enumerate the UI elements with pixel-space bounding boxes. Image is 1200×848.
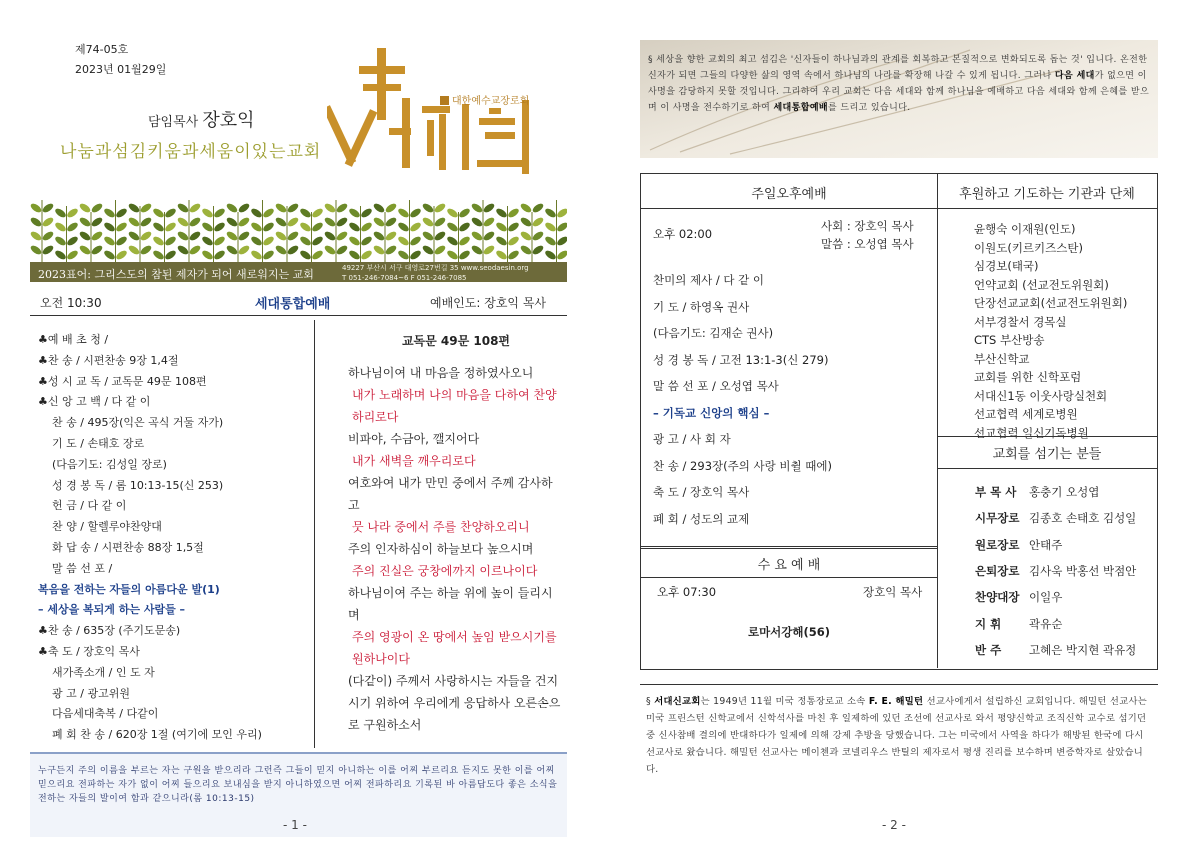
pm-service-item: 기 도 / 하영옥 권사 [653,299,750,314]
staff-row [975,563,1136,579]
reading-response-line: 주의 진실은 궁창에까지 이르나이다 [352,564,538,578]
issue-date: 2023년 01월29일 [75,63,167,76]
staff-row [975,484,1099,500]
staff-role: 반 주 [975,642,1002,657]
service-leader: 예배인도: 장호익 목사 [430,296,547,310]
pm-preacher: 말씀 : 오성엽 목사 [821,237,914,251]
organization-item: 심경보(태국) [974,259,1039,273]
organization-item: 선교협력 세계로병원 [974,407,1078,421]
pastor-label: 담임목사 [148,115,199,130]
column-divider [314,320,315,748]
pm-service-item: – 기독교 신앙의 핵심 – [653,405,770,420]
bulletin-page-2 [640,40,1158,840]
denomination [440,92,529,107]
intro-text: § 세상을 향한 교회의 최고 섬김은 '신자들이 하나님과의 관계를 회복하고 본질적으로 변화되도록 돕는 것' 입니다. 온전한 신자가 되면 그들의 다양한 삶의 영역 속에서 하나님의 나라를 확장해 나갈 수 있게 됩니다. 그러나 다음 세대가 없으면 이 사명을 감당하지 못할 것입니다. 그리하여 우리 교회는 다음 세대와 함께 하나님을 예배하고 다음 세대와 함께 은혜를 받으며 이 사명을 전수하기로 하여 세대통합예배를 드리고 있습니다. [648,55,1150,113]
staff-role: 은퇴장로 [975,563,1020,578]
staff-names: 고혜은 박지현 곽유정 [1029,642,1137,657]
senior-pastor [148,106,255,132]
staff-row [975,589,1062,605]
pm-service-item: 찬 송 / 293장(주의 사랑 비췰 때에) [653,458,832,473]
issue-number: 제74-05호 [75,43,129,56]
order-item: 찬 양 / 할렐루야찬양대 [52,520,162,534]
order-item: 헌 금 / 다 같 이 [52,499,127,513]
order-item: ♣찬 송 / 635장 (주기도문송) [38,624,181,638]
order-item: ♣축 도 / 장호익 목사 [38,644,140,658]
reading-leader-line: 여호와여 내가 만민 중에서 주께 감사하고 [348,476,553,512]
service-time: 오전 10:30 [40,296,102,310]
order-item: 다음세대축복 / 다같이 [52,707,159,721]
bulletin-page-1 [30,30,567,840]
theme-bar [30,262,567,282]
staff-row [975,616,1062,632]
organization-item: 서부경찰서 경목실 [974,314,1067,329]
order-item: 말 씀 선 포 / [52,561,113,575]
staff-divider-top [937,436,1157,437]
yearly-theme: 2023표어: 그리스도의 참된 제자가 되어 새로워지는 교회 [38,268,314,281]
header-divider [641,208,1157,209]
staff-role: 지 휘 [975,616,1002,631]
church-history: § 서대신교회는 1949년 11월 미국 정통장로교 소속 F. E. 해밀턴 선교사에게서 설립하신 교회입니다. 해밀턴 선교사는 미국 프린스턴 신학교에서 신학석사를 마친 후 일제하에 있던 조선에 선교사로 와서 평양신학교 조직신학 교수로 섬기던 중 신사참배 결의에 반대하다가 일제에 의해 강제 추방을 당했습니다. 그는 미국에서 사역을 하다가 해방된 한국에 다시 선교사로 왔습니다. 해밀턴 선교사는 메이첸과 코넬리우스 반틸의 제자로서 평생 진리를 보수하며 변증학자로 살았습니다. [640,684,1158,786]
order-item: ♣찬 송 / 시편찬송 9장 1,4절 [38,353,179,367]
service-header [30,292,567,312]
organization-item: 언약교회 (선교전도위원회) [974,277,1109,292]
order-item: ♣신 앙 고 백 / 다 같 이 [38,395,151,409]
order-item: 화 답 송 / 시편찬송 88장 1,5절 [52,540,204,554]
divider [30,315,567,316]
reading-title: 교독문 49문 108편 [401,334,511,348]
church-address: 49227 부산시 서구 대영로27번길 35 www.seodaesin.org [342,264,529,272]
pm-service-item: 광 고 / 사 회 자 [653,432,731,446]
staff-names: 안태주 [1029,537,1063,552]
pm-service-item: 말 씀 선 포 / 오성엽 목사 [653,379,779,393]
supported-organizations [974,220,1127,442]
order-item: ♣성 시 교 독 / 교독문 49문 108편 [38,374,207,388]
reading-response-line: 뭇 나라 중에서 주를 찬양하오리니 [352,520,530,534]
staff-names: 김종호 손태호 김성일 [1029,511,1137,526]
church-logo [327,48,557,188]
organization-item: 이원도(키르키즈스탄) [974,240,1083,255]
staff-names: 홍충기 오성엽 [1029,485,1100,499]
pm-service-item: (다음기도: 김재순 권사) [653,326,774,340]
order-of-worship [38,330,323,746]
organization-item: 부산신학교 [974,351,1030,366]
staff-row [975,642,1136,658]
order-item: 복음을 전하는 자들의 아름다운 발(1) [38,582,220,596]
reading-leader-line: 비파야, 수금아, 깰지어다 [348,432,480,446]
orgs-title: 후원하고 기도하는 기관과 단체 [959,187,1135,202]
table-column-divider [937,174,938,668]
staff-role: 부 목 사 [975,485,1017,499]
pm-service-item: 성 경 봉 독 / 고전 13:1-3(신 279) [653,352,829,367]
reading-leader-line: (다같이) 주께서 사랑하시는 자들을 건지시기 위하여 우리에게 응답하사 오른손으로 구원하소서 [348,674,561,732]
order-item: 폐 회 찬 송 / 620장 1절 (여기에 모인 우리) [52,728,262,742]
order-item: 기 도 / 손태호 장로 [52,436,145,450]
order-item: (다음기도: 김성일 장로) [52,457,167,471]
denomination-icon [440,96,449,105]
wed-text: 로마서강해(56) [747,625,831,639]
banner [30,190,567,282]
wed-service-title: 수 요 예 배 [757,558,821,573]
staff-title: 교회를 섬기는 분들 [992,447,1102,462]
pastor-name: 장호익 [202,110,255,131]
page-number-1: - 1 - [283,818,307,832]
contact-info [342,263,529,282]
service-title: 세대통합예배 [255,297,331,312]
staff-row [975,537,1062,553]
church-motto: 나눔과섬김키움과세움이있는교회 [60,142,322,162]
wed-leader: 장호익 목사 [863,585,923,599]
organization-item: CTS 부산방송 [974,333,1045,347]
wed-divider-bottom [641,577,937,578]
order-item: 광 고 / 광고위원 [52,686,130,700]
reading-leader-line: 주의 인자하심이 하늘보다 높으시며 [348,542,534,556]
denomination-label: 대한예수교장로회 [452,96,530,107]
organization-item: 단장선교교회(선교전도위원회) [974,296,1128,310]
intro-box [640,40,1158,158]
page-number-2: - 2 - [882,818,906,832]
order-item: 찬 송 / 495장(익은 곡식 거둘 자가) [52,416,224,430]
order-item: 새가족소개 / 인 도 자 [52,665,155,679]
schedule-table [640,173,1158,670]
pm-host: 사회 : 장호익 목사 [821,219,914,233]
staff-names: 이일우 [1029,590,1063,605]
church-phone: T 051-246-7084~6 F 051-246-7085 [342,274,467,282]
pm-service-item: 찬미의 제사 / 다 같 이 [653,273,765,287]
organization-item: 서대신1동 이웃사랑실천회 [974,388,1108,403]
reading-leader-line: 하나님이여 내 마음을 정하였사오니 [348,366,534,380]
organization-item: 윤행숙 이재원(인도) [974,222,1076,236]
reading-response-line: 내가 노래하며 나의 마음을 다하여 찬양하리로다 [352,388,557,424]
reading-response-line: 주의 영광이 온 땅에서 높임 받으시기를 원하나이다 [352,630,557,666]
pm-service-item: 축 도 / 장호익 목사 [653,485,750,499]
staff-role: 원로장로 [975,537,1020,552]
scripture-verse-box: 누구든지 주의 이름을 부르는 자는 구원을 받으리라 그런즉 그들이 믿지 아니하는 이를 어찌 부르리요 듣지도 못한 이를 어찌 믿으리요 전파하는 자가 없이 어찌 들으리요 보내심을 받지 아니하였으면 어찌 전파하리요 기록된 바 아름답도다 좋은 소식을 전하는 자들의 발이여 함과 같으니라(롬 10:13-15) [30,752,567,837]
order-item: 성 경 봉 독 / 롬 10:13-15(신 253) [52,478,224,492]
staff-divider-bottom [937,468,1157,469]
pm-service-title: 주일오후예배 [751,187,827,202]
staff-role: 찬양대장 [975,590,1020,605]
pm-service-item: 폐 회 / 성도의 교제 [653,511,750,526]
responsive-reading [348,330,564,736]
issue-info [75,40,166,80]
staff-names: 김사욱 박홍선 박점안 [1029,563,1137,578]
wed-divider-top [641,546,937,549]
pm-time: 오후 02:00 [653,227,713,241]
wed-time: 오후 07:30 [657,585,717,599]
order-item: ♣예 배 초 청 / [38,333,109,346]
staff-role: 시무장로 [975,511,1020,526]
reading-leader-line: 하나님이여 주는 하늘 위에 높이 들리시며 [348,586,553,622]
staff-row [975,510,1136,526]
staff-names: 곽유순 [1029,616,1063,631]
order-item: – 세상을 복되게 하는 사람들 – [38,603,186,617]
reading-response-line: 내가 새벽을 깨우리로다 [352,454,476,468]
organization-item: 선교협력 일신기독병원 [974,425,1089,440]
organization-item: 교회를 위한 신학포럼 [974,370,1082,384]
